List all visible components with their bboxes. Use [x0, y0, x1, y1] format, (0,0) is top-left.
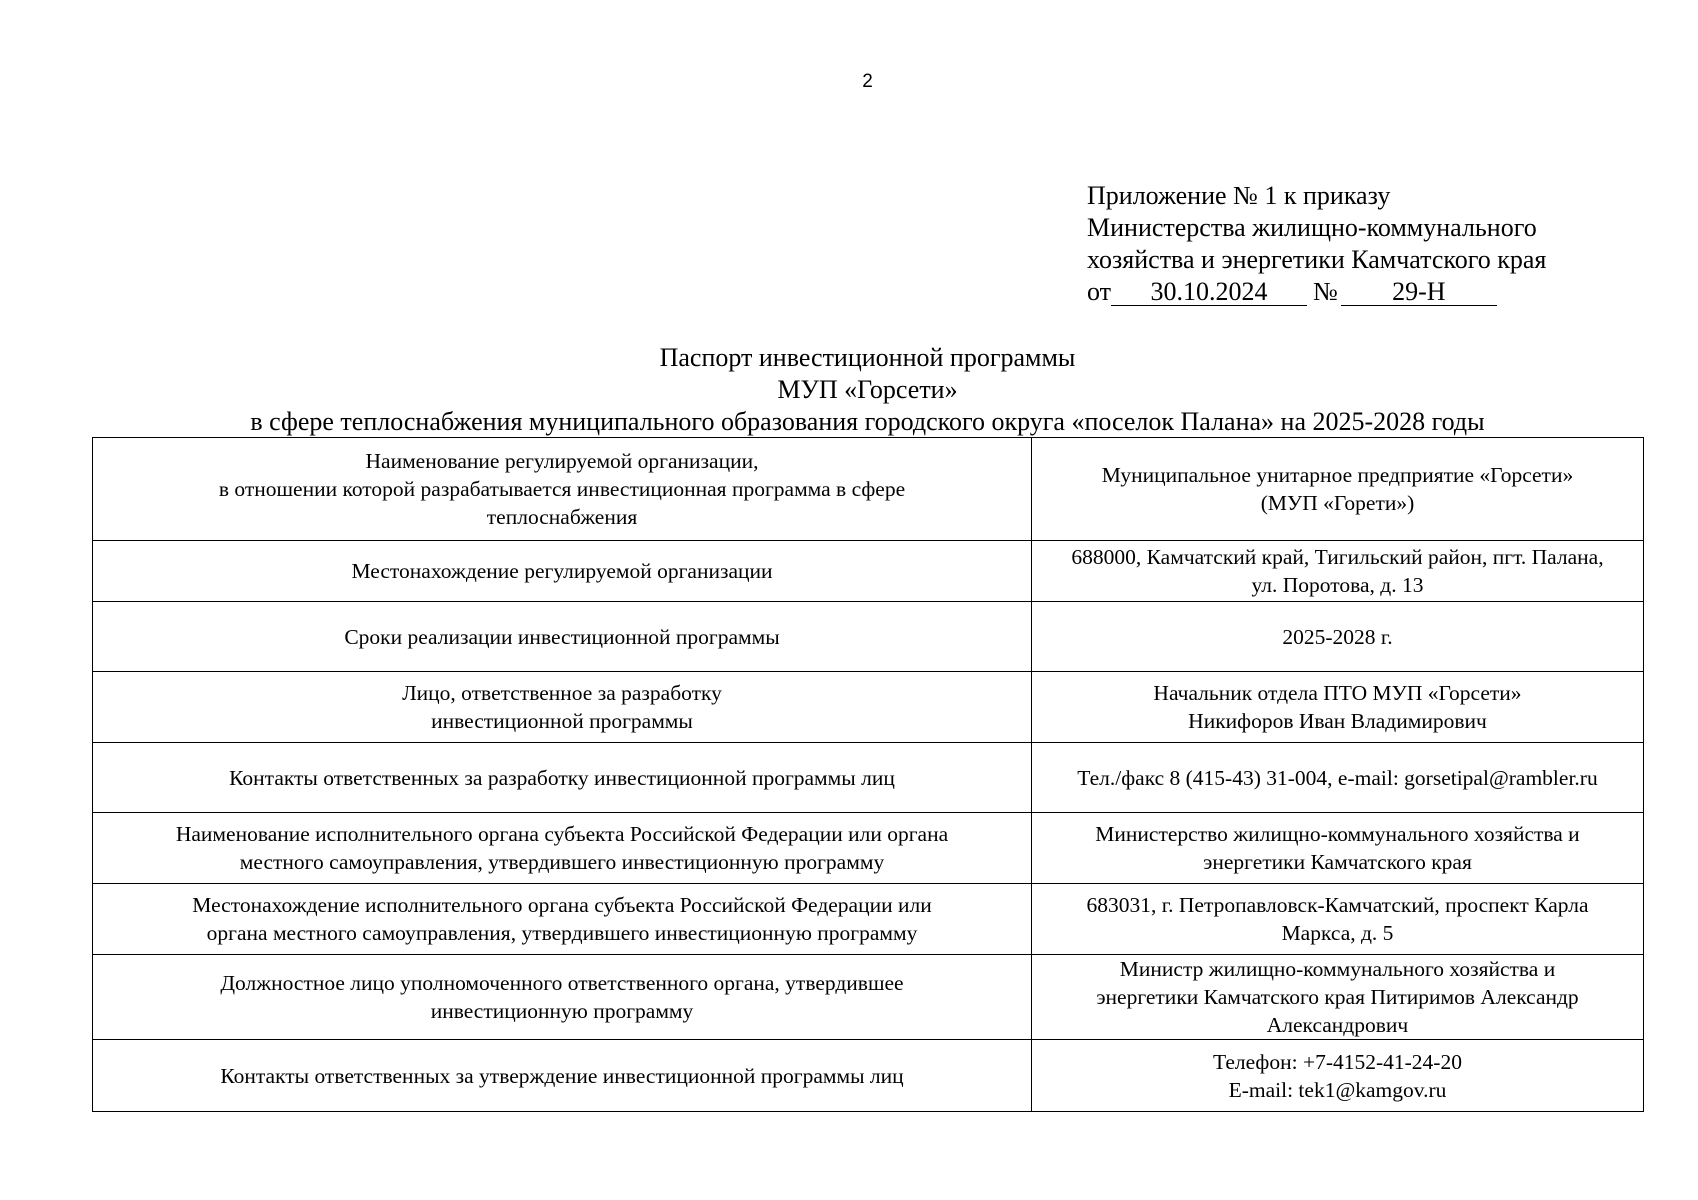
- row-label: Наименование исполнительного органа субъекта Российской Федерации или органа местного самоуправления, утвердившего инвестиционную программу: [93, 813, 1032, 884]
- row-value: Министр жилищно-коммунального хозяйства и энергетики Камчатского края Питиримов Александр Александрович: [1032, 955, 1644, 1040]
- order-date: 30.10.2024: [1111, 278, 1307, 306]
- date-prefix: от: [1087, 277, 1112, 306]
- row-value: Начальник отдела ПТО МУП «Горсети» Никифоров Иван Владимирович: [1032, 672, 1644, 743]
- table-row: [93, 541, 1644, 602]
- passport-table: [92, 437, 1644, 1112]
- row-value: 688000, Камчатский край, Тигильский район, пгт. Палана, ул. Поротова, д. 13: [1032, 541, 1644, 602]
- row-value: Муниципальное унитарное предприятие «Горсети» (МУП «Горети»): [1032, 438, 1644, 541]
- table-row: [93, 955, 1644, 1040]
- row-value: Телефон: +7-4152-41-24-20 E-mail: tek1@kamgov.ru: [1032, 1040, 1644, 1112]
- title-line-3: в сфере теплоснабжения муниципального образования городского округа «поселок Палана» на 2025-2028 годы: [250, 407, 1485, 436]
- row-value: Министерство жилищно-коммунального хозяйства и энергетики Камчатского края: [1032, 813, 1644, 884]
- row-value: Тел./факс 8 (415-43) 31-004, e-mail: gorsetipal@rambler.ru: [1032, 743, 1644, 813]
- appendix-header: [1087, 180, 1647, 308]
- table-row: [93, 602, 1644, 672]
- table-row: [93, 672, 1644, 743]
- table-row: [93, 813, 1644, 884]
- row-label: Контакты ответственных за утверждение инвестиционной программы лиц: [93, 1040, 1032, 1112]
- row-label: Сроки реализации инвестиционной программы: [93, 602, 1032, 672]
- table-row: [93, 743, 1644, 813]
- title-line-1: Паспорт инвестиционной программы: [659, 343, 1076, 372]
- row-value: 2025-2028 г.: [1032, 602, 1644, 672]
- appendix-line-1: Приложение № 1 к приказу: [1087, 181, 1391, 210]
- number-sign: №: [1313, 277, 1338, 306]
- table-row: [93, 884, 1644, 955]
- title-line-2: МУП «Горсети»: [777, 375, 958, 404]
- row-label: Лицо, ответственное за разработку инвестиционной программы: [93, 672, 1032, 743]
- table-row: [93, 1040, 1644, 1112]
- row-label: Контакты ответственных за разработку инвестиционной программы лиц: [93, 743, 1032, 813]
- row-label: Местонахождение исполнительного органа субъекта Российской Федерации или органа местного самоуправления, утвердившего инвестиционную программу: [93, 884, 1032, 955]
- appendix-line-2: Министерства жилищно-коммунального: [1087, 213, 1537, 242]
- row-label: Наименование регулируемой организации, в отношении которой разрабатывается инвестиционная программа в сфере теплоснабжения: [93, 438, 1032, 541]
- page-number: 2: [862, 71, 873, 92]
- appendix-line-4: [1087, 276, 1647, 308]
- row-value: 683031, г. Петропавловск-Камчатский, проспект Карла Маркса, д. 5: [1032, 884, 1644, 955]
- row-label: Должностное лицо уполномоченного ответственного органа, утвердившее инвестиционную программу: [93, 955, 1032, 1040]
- document-title: [0, 342, 1698, 438]
- row-label: Местонахождение регулируемой организации: [93, 541, 1032, 602]
- appendix-line-3: хозяйства и энергетики Камчатского края: [1087, 245, 1547, 274]
- table-row: [93, 438, 1644, 541]
- order-number: 29-Н: [1341, 278, 1497, 306]
